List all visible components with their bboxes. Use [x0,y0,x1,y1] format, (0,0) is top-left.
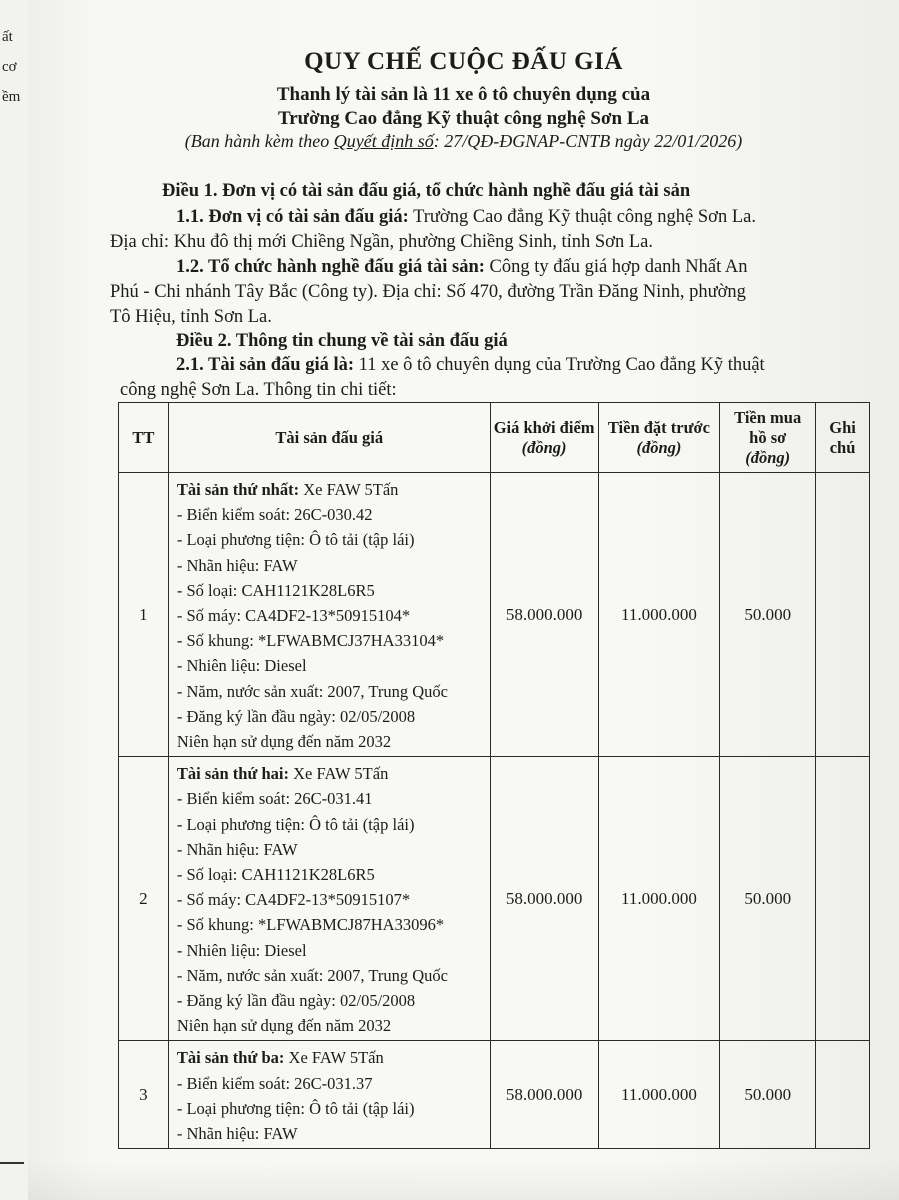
header-note-line2: chú [829,437,856,457]
asset-plate: - Biển kiểm soát: 26C-030.42 [176,505,373,525]
asset-brand: - Nhãn hiệu: FAW [176,839,298,859]
header-note-line1: Ghi [829,417,856,437]
section11-text: Trường Cao đẳng Kỹ thuật công nghệ Sơn La. [408,207,756,227]
header-fee-line2: hồ sơ [749,427,787,447]
issued-prefix: (Ban hành kèm theo [184,131,334,151]
asset-year: - Năm, nước sản xuất: 2007, Trung Quốc [176,965,448,985]
row-fee: 50.000 [720,757,816,1041]
article2-section21 [176,353,765,377]
row-asset-details [168,1041,490,1149]
issued-suffix: : 27/QĐ-ĐGNAP-CNTB ngày 22/01/2026) [433,131,743,151]
row-note [816,757,870,1041]
row-fee: 50.000 [720,1041,816,1149]
header-price [490,403,598,473]
header-deposit-line2: (đồng) [636,437,682,457]
document-subtitle-line1: Thanh lý tài sản là 11 xe ô tô chuyên dụng của [276,84,651,105]
asset-lifespan: Niên hạn sử dụng đến năm 2032 [176,732,392,752]
asset-plate: - Biển kiểm soát: 26C-031.37 [176,1073,373,1093]
header-deposit-line1: Tiền đặt trước [607,417,710,437]
header-fee [720,403,816,473]
asset-label: Tài sản thứ nhất: [176,480,300,499]
section11-label: 1.1. Đơn vị có tài sản đấu giá: [176,207,409,227]
row-price: 58.000.000 [490,473,598,757]
asset-year: - Năm, nước sản xuất: 2007, Trung Quốc [176,681,448,701]
underlying-page-edge [0,0,29,1200]
header-asset: Tài sản đấu giá [168,403,490,473]
table-row [119,473,870,757]
section12-line2: Phú - Chi nhánh Tây Bắc (Công ty). Địa chỉ: Số 470, đường Trần Đăng Ninh, phường [110,282,746,302]
asset-title [177,477,482,502]
asset-title [177,1045,482,1070]
header-fee-line1: Tiền mua [734,407,802,427]
article1-heading: Điều 1. Đơn vị có tài sản đấu giá, tổ chức hành nghề đấu giá tài sản [162,181,691,201]
asset-label: Tài sản thứ ba: [176,1048,285,1068]
document-title: QUY CHẾ CUỘC ĐẤU GIÁ [304,48,623,75]
row-price: 58.000.000 [490,1041,598,1149]
article1-section12 [176,255,747,279]
asset-fuel: - Nhiên liệu: Diesel [176,656,307,676]
asset-lifespan: Niên hạn sử dụng đến năm 2032 [176,1016,392,1036]
section21-text: 11 xe ô tô chuyên dụng của Trường Cao đẳng Kỹ thuật [354,355,765,375]
row-tt: 2 [119,757,169,1041]
asset-name: Xe FAW 5Tấn [299,480,399,499]
asset-fuel: - Nhiên liệu: Diesel [176,940,307,960]
row-deposit: 11.000.000 [598,473,720,757]
section12-line3: Tô Hiệu, tỉnh Sơn La. [110,307,272,327]
section12-label: 1.2. Tổ chức hành nghề đấu giá tài sản: [176,257,485,277]
row-deposit: 11.000.000 [598,757,720,1041]
asset-label: Tài sản thứ hai: [176,764,289,784]
asset-engine: - Số máy: CA4DF2-13*50915104* [176,606,411,626]
row-note [816,1041,870,1149]
section12-text: Công ty đấu giá hợp danh Nhất An [484,257,748,277]
asset-name: Xe FAW 5Tấn [284,1048,384,1068]
underlying-page-text: ềm [2,89,21,105]
row-deposit: 11.000.000 [598,1041,720,1149]
asset-registered: - Đăng ký lần đầu ngày: 02/05/2008 [176,991,416,1011]
article2-heading: Điều 2. Thông tin chung về tài sản đấu giá [176,331,508,351]
header-price-line1: Giá khởi điểm [493,417,595,437]
asset-type: - Loại phương tiện: Ô tô tải (tập lái) [176,1098,415,1118]
row-tt: 1 [119,473,169,757]
header-tt: TT [119,403,169,473]
underlying-page-rule [0,1162,24,1164]
section21-line2: công nghệ Sơn La. Thông tin chi tiết: [120,380,397,400]
asset-plate: - Biển kiểm soát: 26C-031.41 [176,789,373,809]
row-asset-details [168,473,490,757]
issued-decision-label: Quyết định số [333,131,434,151]
asset-type: - Loại phương tiện: Ô tô tải (tập lái) [176,530,415,550]
table-row [119,757,870,1041]
table-row [119,1041,870,1149]
row-asset-details [168,757,490,1041]
asset-brand: - Nhãn hiệu: FAW [176,555,298,575]
asset-name: Xe FAW 5Tấn [289,764,389,784]
page-bottom-shadow [28,1160,899,1200]
row-note [816,473,870,757]
asset-type: - Loại phương tiện: Ô tô tải (tập lái) [176,814,415,834]
header-price-line2: (đồng) [521,437,567,457]
header-note [816,403,870,473]
asset-table [118,402,870,1149]
issued-note [28,131,899,152]
row-tt: 3 [119,1041,169,1149]
asset-chassis: - Số khung: *LFWABMCJ87HA33096* [176,915,445,935]
asset-model: - Số loại: CAH1121K28L6R5 [176,865,375,885]
asset-registered: - Đăng ký lần đầu ngày: 02/05/2008 [176,706,416,726]
underlying-page-text: cơ [2,59,17,75]
section11-address: Địa chỉ: Khu đô thị mới Chiềng Ngần, phường Chiềng Sinh, tỉnh Sơn La. [110,232,653,252]
underlying-page-text: ất [2,29,13,45]
asset-brand: - Nhãn hiệu: FAW [176,1124,298,1144]
asset-chassis: - Số khung: *LFWABMCJ37HA33104* [176,631,445,651]
article1-section11 [176,205,756,229]
table-header-row [119,403,870,473]
header-deposit [598,403,720,473]
section21-label: 2.1. Tài sản đấu giá là: [176,355,355,375]
asset-model: - Số loại: CAH1121K28L6R5 [176,580,375,600]
row-price: 58.000.000 [490,757,598,1041]
row-fee: 50.000 [720,473,816,757]
header-fee-line3: (đồng) [745,447,791,467]
document-subtitle-line2: Trường Cao đẳng Kỹ thuật công nghệ Sơn La [277,108,649,129]
asset-engine: - Số máy: CA4DF2-13*50915107* [176,890,411,910]
asset-title [177,761,482,786]
document-page [28,0,899,1200]
